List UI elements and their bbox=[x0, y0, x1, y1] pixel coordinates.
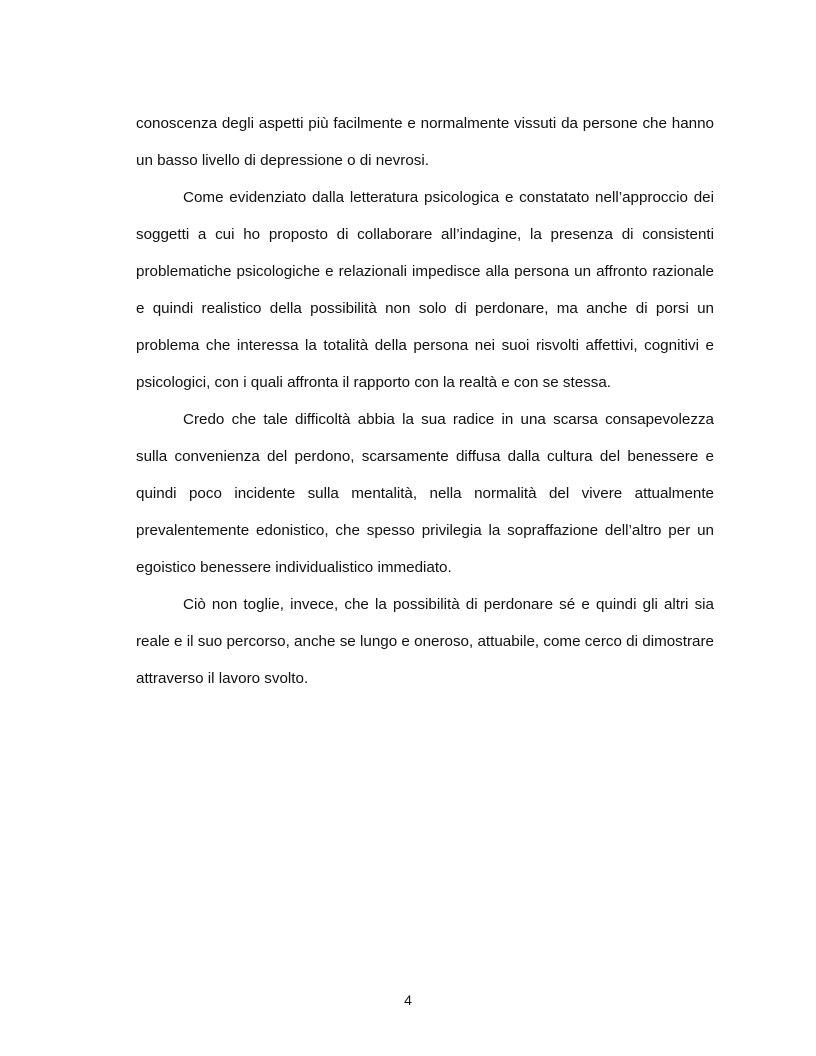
page-body bbox=[136, 105, 714, 697]
paragraph-4: Ciò non toglie, invece, che la possibilità di perdonare sé e quindi gli altri sia reale e il suo percorso, anche se lungo e oneroso, attuabile, come cerco di dimostrare attraverso il lavoro svolto. bbox=[136, 596, 714, 687]
paragraph-3: Credo che tale difficoltà abbia la sua radice in una scarsa consapevolezza sulla convenienza del perdono, scarsamente diffusa dalla cultura del benessere e quindi poco incidente sulla mentalità, nella normalità del vivere attualmente prevalentemente edonistico, che spesso privilegia la sopraffazione dell’altro per un egoistico benessere individualistico immediato. bbox=[136, 411, 714, 576]
page-number: 4 bbox=[404, 992, 412, 1008]
paragraph-2: Come evidenziato dalla letteratura psicologica e constatato nell’approccio dei soggetti a cui ho proposto di collaborare all’indagine, la presenza di consistenti problematiche psicologiche e relazionali impedisce alla persona un affronto razionale e quindi realistico della possibilità non solo di perdonare, ma anche di porsi un problema che interessa la totalità della persona nei suoi risvolti affettivi, cognitivi e psicologici, con i quali affronta il rapporto con la realtà e con se stessa. bbox=[136, 189, 714, 391]
paragraph-1: conoscenza degli aspetti più facilmente e normalmente vissuti da persone che hanno un basso livello di depressione o di nevrosi. bbox=[136, 115, 714, 169]
